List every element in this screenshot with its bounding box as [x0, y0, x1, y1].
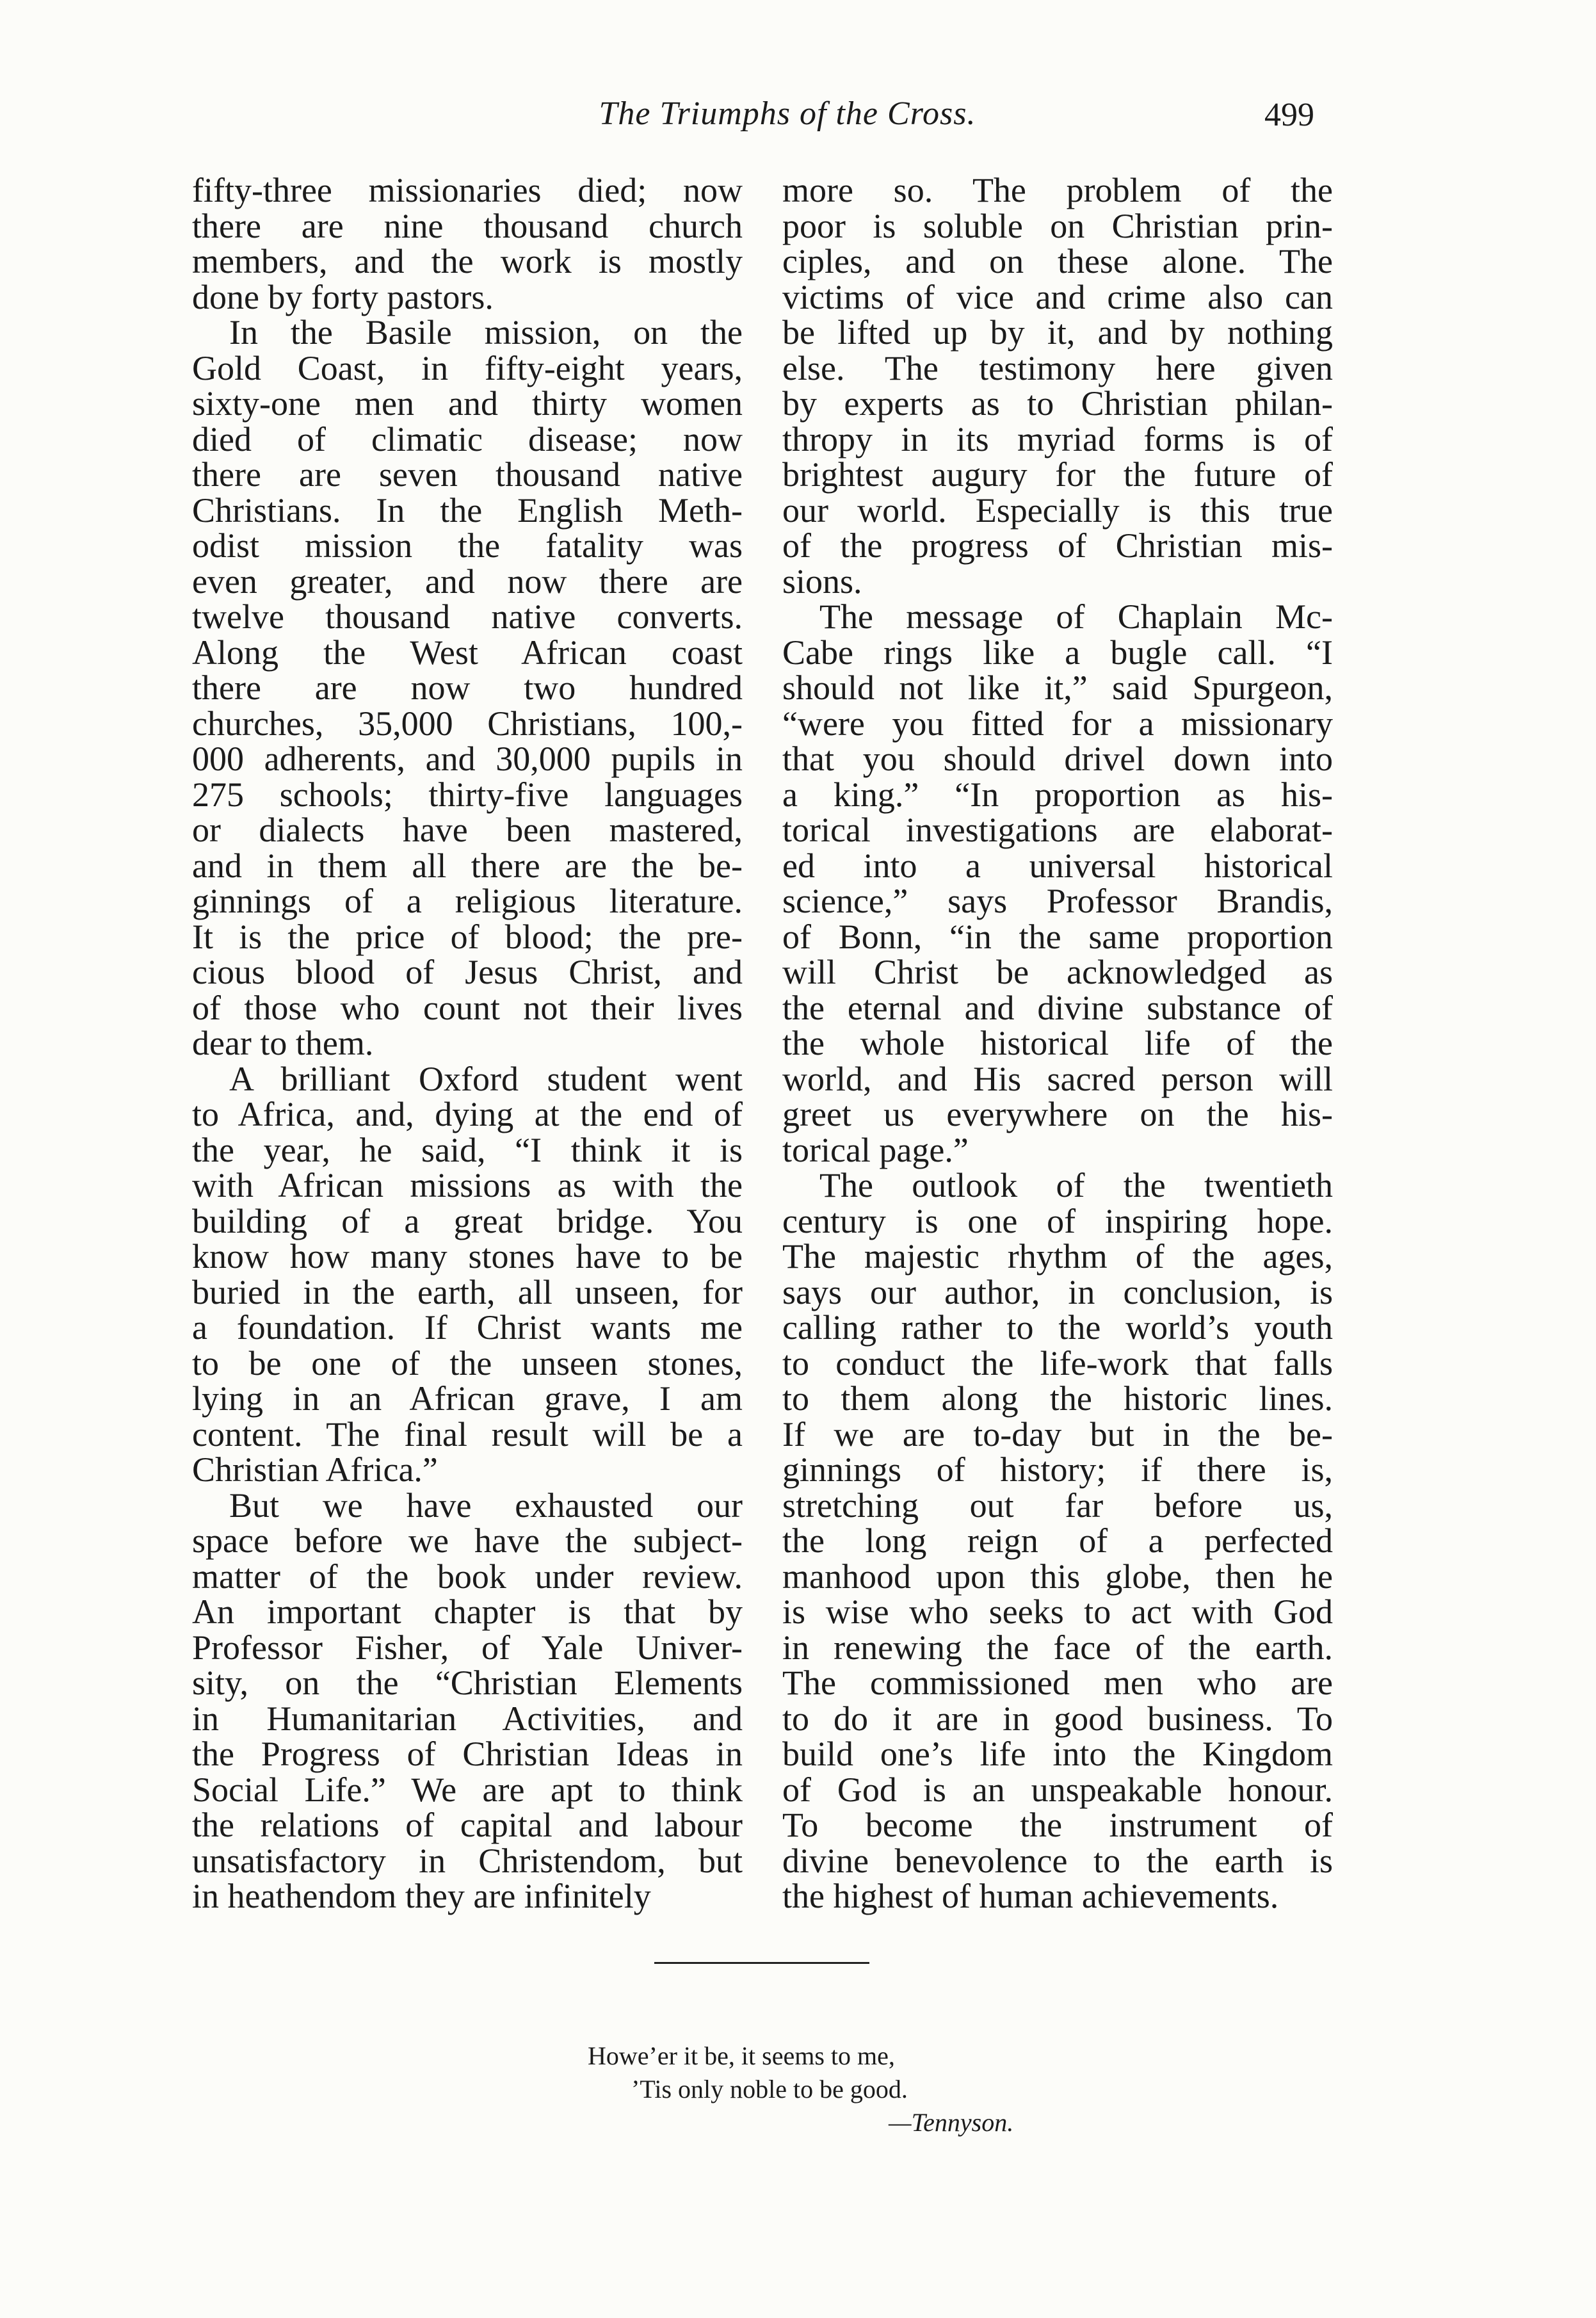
- paragraph: [782, 173, 1333, 599]
- text-line: our world. Especially is this true: [782, 490, 1333, 530]
- text-line: But we have exhausted our: [229, 1486, 743, 1525]
- paragraph: [192, 315, 743, 1062]
- text-line: Along the West African coast: [192, 633, 743, 672]
- epigraph-attribution: —Tennyson.: [889, 2108, 1014, 2137]
- text-line: or dialects have been mastered,: [192, 811, 743, 849]
- text-line: and in them all there are the be-: [192, 846, 743, 885]
- text-line: that you should drivel down into: [782, 740, 1333, 778]
- text-line: An important chapter is that by: [192, 1593, 743, 1631]
- text-line: of Bonn, “in the same proportion: [782, 917, 1333, 956]
- text-line: the eternal and divine substance of: [782, 988, 1333, 1027]
- text-line: The message of Chaplain Mc-: [819, 597, 1333, 636]
- text-line: Christians. In the English Meth-: [192, 490, 743, 530]
- text-line: says our author, in conclusion, is: [782, 1272, 1333, 1311]
- text-line: fifty-three missionaries died; now: [192, 171, 743, 209]
- text-line: Social Life.” We are apt to think: [192, 1770, 743, 1809]
- text-line: In the Basile mission, on the: [229, 313, 743, 352]
- text-line: space before we have the subject-: [192, 1521, 743, 1560]
- text-line: in heathendom they are infinitely: [192, 1877, 651, 1915]
- section-divider: [654, 1962, 869, 1964]
- paragraph: [192, 1488, 743, 1915]
- text-line: to conduct the life-work that falls: [782, 1343, 1333, 1382]
- text-line: unsatisfactory in Christendom, but: [192, 1841, 743, 1880]
- text-line: building of a great bridge. You: [192, 1201, 743, 1240]
- text-line: cious blood of Jesus Christ, and: [192, 953, 743, 991]
- text-line: of the progress of Christian mis-: [782, 526, 1333, 565]
- text-line: sity, on the “Christian Elements: [192, 1664, 743, 1702]
- text-line: twelve thousand native converts.: [192, 597, 743, 636]
- paragraph: [782, 1168, 1333, 1915]
- text-line: sixty-one men and thirty women: [192, 384, 743, 423]
- text-line: buried in the earth, all unseen, for: [192, 1272, 743, 1311]
- text-line: even greater, and now there are: [192, 562, 743, 601]
- text-line: the Progress of Christian Ideas in: [192, 1735, 743, 1773]
- text-line: churches, 35,000 Christians, 100,-: [192, 704, 743, 743]
- text-line: matter of the book under review.: [192, 1557, 743, 1596]
- right-column: [782, 173, 1333, 1915]
- epigraph-line-1: Howe’er it be, it seems to me,: [588, 2041, 895, 2070]
- text-line: the whole historical life of the: [782, 1024, 1333, 1062]
- text-line: a king.” “In proportion as his-: [782, 775, 1333, 814]
- text-line: science,” says Professor Brandis,: [782, 882, 1333, 920]
- text-line: to Africa, and, dying at the end of: [192, 1095, 743, 1133]
- paragraph: [782, 599, 1333, 1168]
- paragraph: [192, 173, 743, 315]
- text-line: ginnings of a religious literature.: [192, 882, 743, 920]
- text-line: divine benevolence to the earth is: [782, 1841, 1333, 1880]
- text-line: manhood upon this globe, then he: [782, 1557, 1333, 1596]
- text-line: greet us everywhere on the his-: [782, 1095, 1333, 1133]
- text-line: Cabe rings like a bugle call. “I: [782, 633, 1333, 672]
- text-line: brightest augury for the future of: [782, 455, 1333, 494]
- text-line: of God is an unspeakable honour.: [782, 1770, 1333, 1809]
- text-line: there are seven thousand native: [192, 455, 743, 494]
- epigraph: [588, 2039, 1013, 2139]
- text-line: by experts as to Christian philan-: [782, 384, 1333, 423]
- text-line: Christian Africa.”: [192, 1450, 438, 1489]
- text-line: The majestic rhythm of the ages,: [782, 1237, 1333, 1276]
- text-line: done by forty pastors.: [192, 277, 494, 316]
- text-line: in renewing the face of the earth.: [782, 1628, 1333, 1667]
- text-line: lying in an African grave, I am: [192, 1379, 743, 1418]
- text-line: dear to them.: [192, 1024, 374, 1062]
- text-line: members, and the work is mostly: [192, 242, 743, 280]
- left-column: [192, 173, 743, 1915]
- text-line: Gold Coast, in fifty-eight years,: [192, 348, 743, 387]
- text-line: is wise who seeks to act with God: [782, 1593, 1333, 1631]
- text-line: The commissioned men who are: [782, 1664, 1333, 1702]
- text-line: the highest of human achievements.: [782, 1877, 1279, 1915]
- text-line: died of climatic disease; now: [192, 419, 743, 458]
- text-line: torical page.”: [782, 1130, 969, 1169]
- text-line: stretching out far before us,: [782, 1486, 1333, 1525]
- text-line: The outlook of the twentieth: [819, 1166, 1333, 1204]
- text-line: build one’s life into the Kingdom: [782, 1735, 1333, 1773]
- text-line: 000 adherents, and 30,000 pupils in: [192, 740, 743, 778]
- text-line: To become the instrument of: [782, 1806, 1333, 1844]
- text-line: calling rather to the world’s youth: [782, 1308, 1333, 1347]
- text-line: content. The final result will be a: [192, 1414, 743, 1454]
- text-line: victims of vice and crime also can: [782, 277, 1333, 316]
- text-line: to them along the historic lines.: [782, 1379, 1333, 1418]
- text-line: the year, he said, “I think it is: [192, 1130, 743, 1169]
- text-line: in Humanitarian Activities, and: [192, 1699, 743, 1738]
- text-line: should not like it,” said Spurgeon,: [782, 669, 1333, 707]
- text-line: the relations of capital and labour: [192, 1806, 743, 1844]
- text-line: torical investigations are elaborat-: [782, 811, 1333, 849]
- text-line: poor is soluble on Christian prin-: [782, 206, 1333, 245]
- text-line: It is the price of blood; the pre-: [192, 917, 743, 956]
- text-line: else. The testimony here given: [782, 348, 1333, 387]
- text-line: thropy in its myriad forms is of: [782, 419, 1333, 458]
- text-line: sions.: [782, 562, 862, 601]
- text-line: 275 schools; thirty-five languages: [192, 775, 743, 814]
- text-line: to do it are in good business. To: [782, 1699, 1333, 1738]
- text-line: Professor Fisher, of Yale Univer-: [192, 1628, 743, 1667]
- text-line: will Christ be acknowledged as: [782, 953, 1333, 991]
- text-line: ciples, and on these alone. The: [782, 242, 1333, 280]
- text-line: be lifted up by it, and by nothing: [782, 313, 1333, 352]
- text-line: A brilliant Oxford student went: [229, 1059, 743, 1098]
- epigraph-line-2: ’Tis only noble to be good.: [631, 2075, 908, 2103]
- text-line: ginnings of history; if there is,: [782, 1450, 1333, 1489]
- text-line: the long reign of a perfected: [782, 1521, 1333, 1560]
- text-line: century is one of inspiring hope.: [782, 1201, 1333, 1240]
- running-title: The Triumphs of the Cross.: [599, 95, 976, 132]
- text-line: If we are to-day but in the be-: [782, 1414, 1333, 1454]
- paragraph: [192, 1059, 743, 1489]
- text-line: with African missions as with the: [192, 1166, 743, 1204]
- text-line: world, and His sacred person will: [782, 1059, 1333, 1098]
- text-line: more so. The problem of the: [782, 171, 1333, 209]
- text-line: odist mission the fatality was: [192, 526, 743, 565]
- text-line: a foundation. If Christ wants me: [192, 1308, 743, 1347]
- text-line: know how many stones have to be: [192, 1237, 743, 1276]
- text-line: “were you fitted for a missionary: [782, 704, 1333, 743]
- text-line: of those who count not their lives: [192, 988, 743, 1027]
- text-line: there are now two hundred: [192, 669, 743, 707]
- text-line: to be one of the unseen stones,: [192, 1343, 743, 1382]
- text-line: there are nine thousand church: [192, 206, 743, 245]
- text-line: ed into a universal historical: [782, 846, 1333, 885]
- page-number: 499: [1264, 97, 1314, 133]
